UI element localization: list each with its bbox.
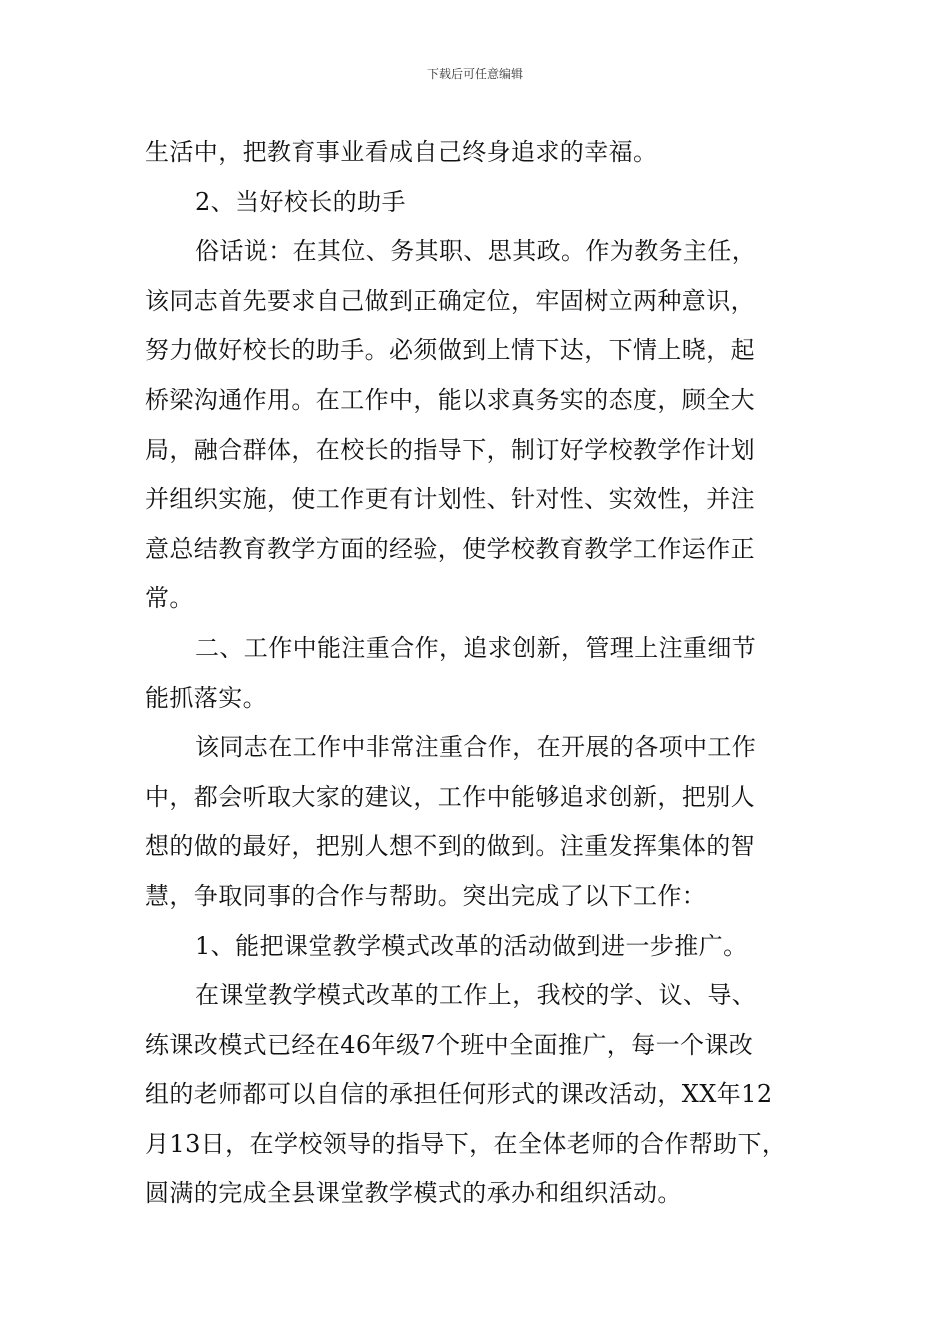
text-line: 意总结教育教学方面的经验，使学校教育教学工作运作正 [145, 534, 755, 563]
section-heading-continued: 能抓落实。 [145, 683, 267, 712]
text-line: 桥梁沟通作用。在工作中，能以求真务实的态度，顾全大 [145, 385, 755, 414]
document-body [145, 128, 825, 1219]
section-heading: 二、工作中能注重合作，追求创新，管理上注重细节 [195, 633, 757, 662]
section-heading: 2、当好校长的助手 [195, 187, 406, 216]
text-line: 想的做的最好，把别人想不到的做到。注重发挥集体的智 [145, 832, 755, 861]
page-header-note: 下载后可任意编辑 [426, 67, 523, 81]
text-line: 月13日，在学校领导的指导下，在全体老师的合作帮助下， [145, 1129, 787, 1158]
text-line: 俗话说：在其位、务其职、思其政。作为教务主任， [195, 237, 757, 266]
text-line: 并组织实施，使工作更有计划性、针对性、实效性，并注 [145, 485, 755, 514]
text-line: 局，融合群体，在校长的指导下，制订好学校教学作计划 [145, 435, 755, 464]
text-line: 生活中，把教育事业看成自己终身追求的幸福。 [145, 138, 658, 166]
text-line: 圆满的完成全县课堂教学模式的承办和组织活动。 [145, 1179, 682, 1208]
text-line: 在课堂教学模式改革的工作上，我校的学、议、导、 [195, 981, 757, 1010]
text-line: 该同志在工作中非常注重合作，在开展的各项中工作 [195, 733, 757, 762]
text-line: 慧，争取同事的合作与帮助。突出完成了以下工作： [145, 881, 707, 910]
text-line: 该同志首先要求自己做到正确定位，牢固树立两种意识， [145, 286, 755, 315]
text-line: 努力做好校长的助手。必须做到上情下达，下情上晓，起 [145, 336, 755, 365]
section-heading: 1、能把课堂教学模式改革的活动做到进一步推广。 [195, 931, 748, 960]
text-line: 练课改模式已经在46年级7个班中全面推广，每一个课改 [145, 1030, 754, 1059]
text-line: 组的老师都可以自信的承担任何形式的课改活动，XX年12 [145, 1080, 773, 1109]
text-line: 常。 [145, 584, 194, 613]
text-line: 中，都会听取大家的建议，工作中能够追求创新，把别人 [145, 782, 755, 811]
